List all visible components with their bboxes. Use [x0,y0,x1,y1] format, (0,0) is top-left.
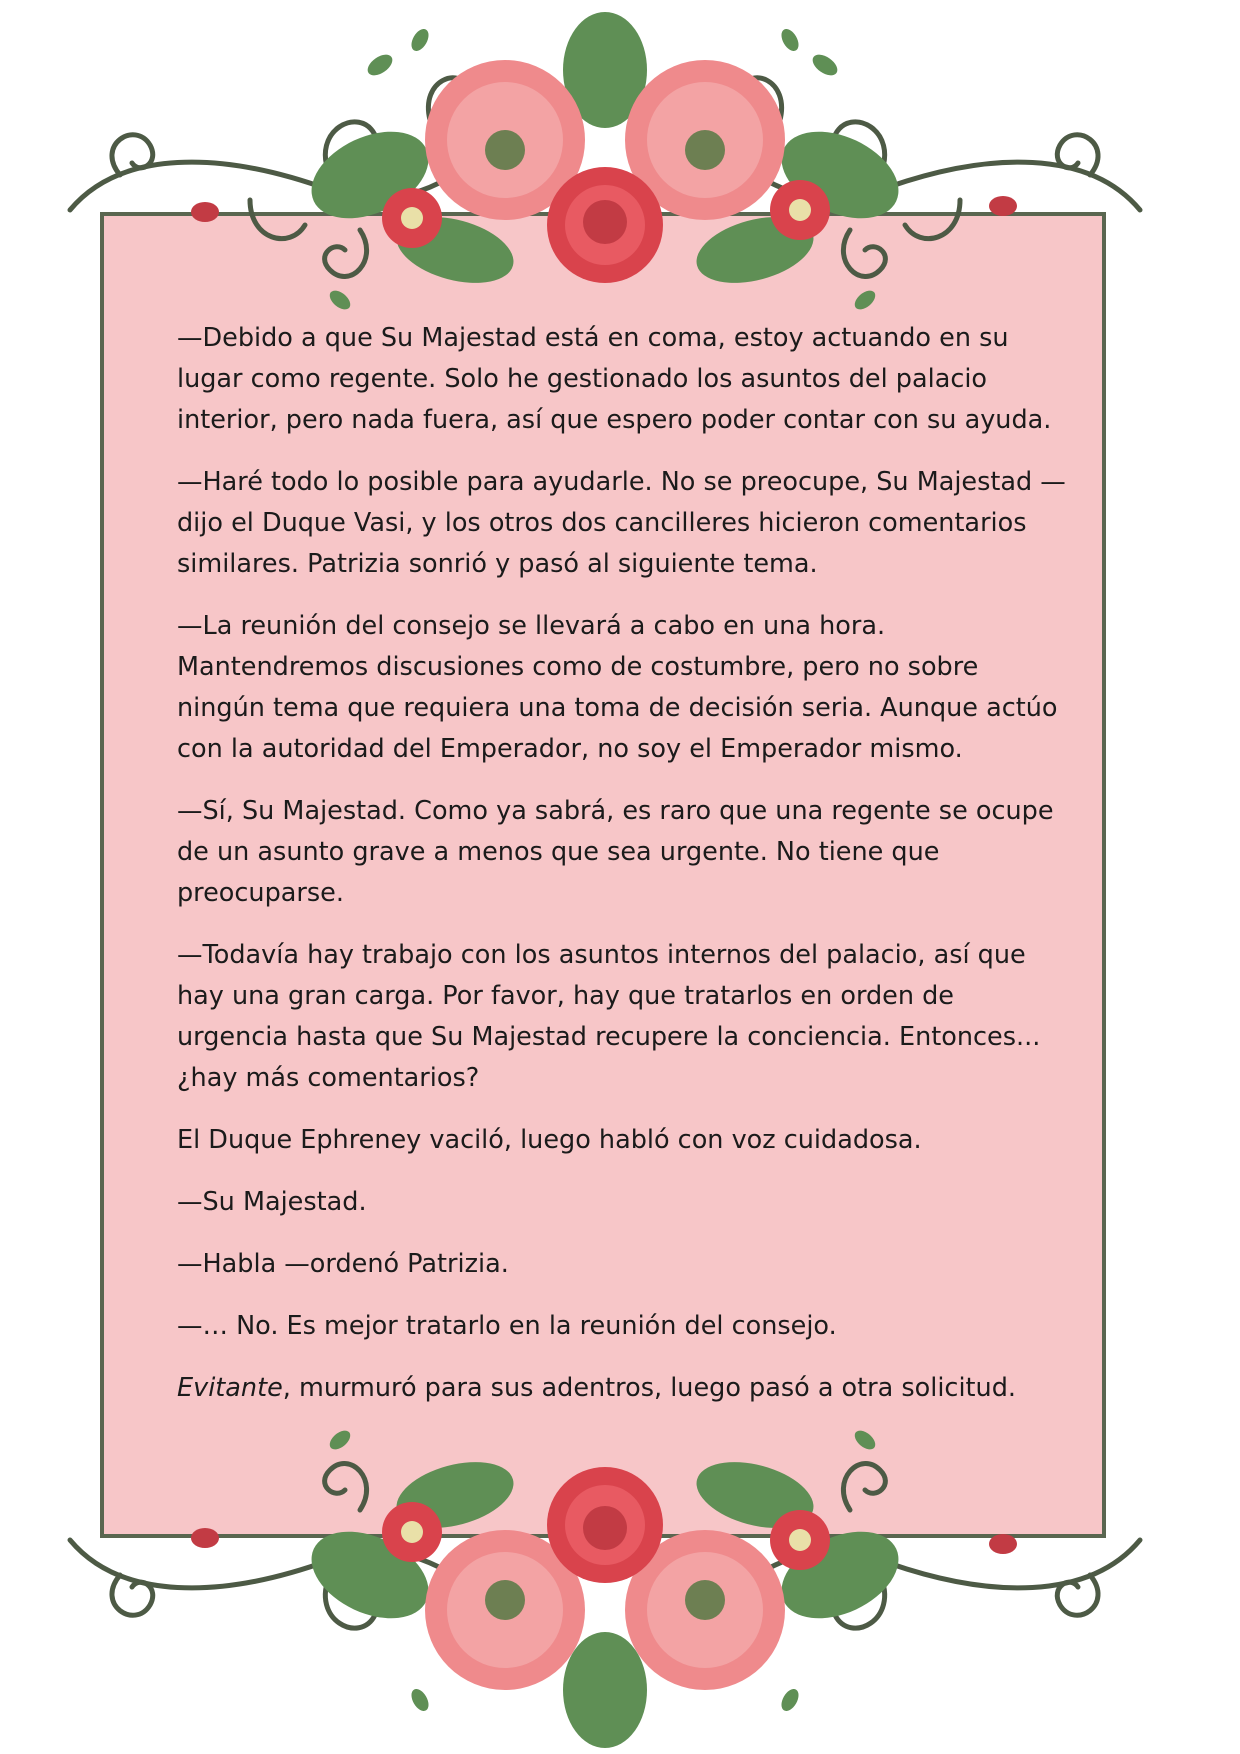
paragraph: —Debido a que Su Majestad está en coma, estoy actuando en su lugar como regente. Solo he gestionado los asuntos del palacio interior, pero nada fuera, así que espero poder contar con su ayuda. [177,323,1052,435]
poppy-icon [625,1530,785,1690]
paragraph: —La reunión del consejo se llevará a cabo en una hora. Mantendremos discusiones como de costumbre, pero no sobre ningún tema que requiera una toma de decisión seria. Aunque actúo con la autoridad del Emperador, no soy el Emperador mismo. [177,611,1058,764]
paragraph: —Haré todo lo posible para ayudarle. No se preocupe, Su Majestad —dijo el Duque Vasi, y los otros dos cancilleres hicieron comentarios similares. Patrizia sonrió y pasó al siguiente tema. [177,467,1066,579]
paragraph-rest: , murmuró para sus adentros, luego pasó a otra solicitud. [282,1373,1016,1403]
paragraph: —Su Majestad. [177,1187,367,1217]
paragraph: —Habla —ordenó Patrizia. [177,1249,509,1279]
paragraph-last [177,1368,1067,1409]
story-text [177,318,1067,1430]
poppy-icon [425,1530,585,1690]
paragraph: —Sí, Su Majestad. Como ya sabrá, es raro que una regente se ocupe de un asunto grave a menos que sea urgente. No tiene que preocuparse. [177,796,1054,908]
paragraph: —… No. Es mejor tratarlo en la reunión del consejo. [177,1311,837,1341]
paragraph: El Duque Ephreney vaciló, luego habló con voz cuidadosa. [177,1125,922,1155]
italic-word: Evitante [177,1373,283,1403]
poppy-icon [625,60,785,220]
poppy-icon [425,60,585,220]
paragraph: —Todavía hay trabajo con los asuntos internos del palacio, así que hay una gran carga. Por favor, hay que tratarlos en orden de urgencia hasta que Su Majestad recupere la conciencia. Entonces... ¿hay más comentarios? [177,940,1041,1093]
